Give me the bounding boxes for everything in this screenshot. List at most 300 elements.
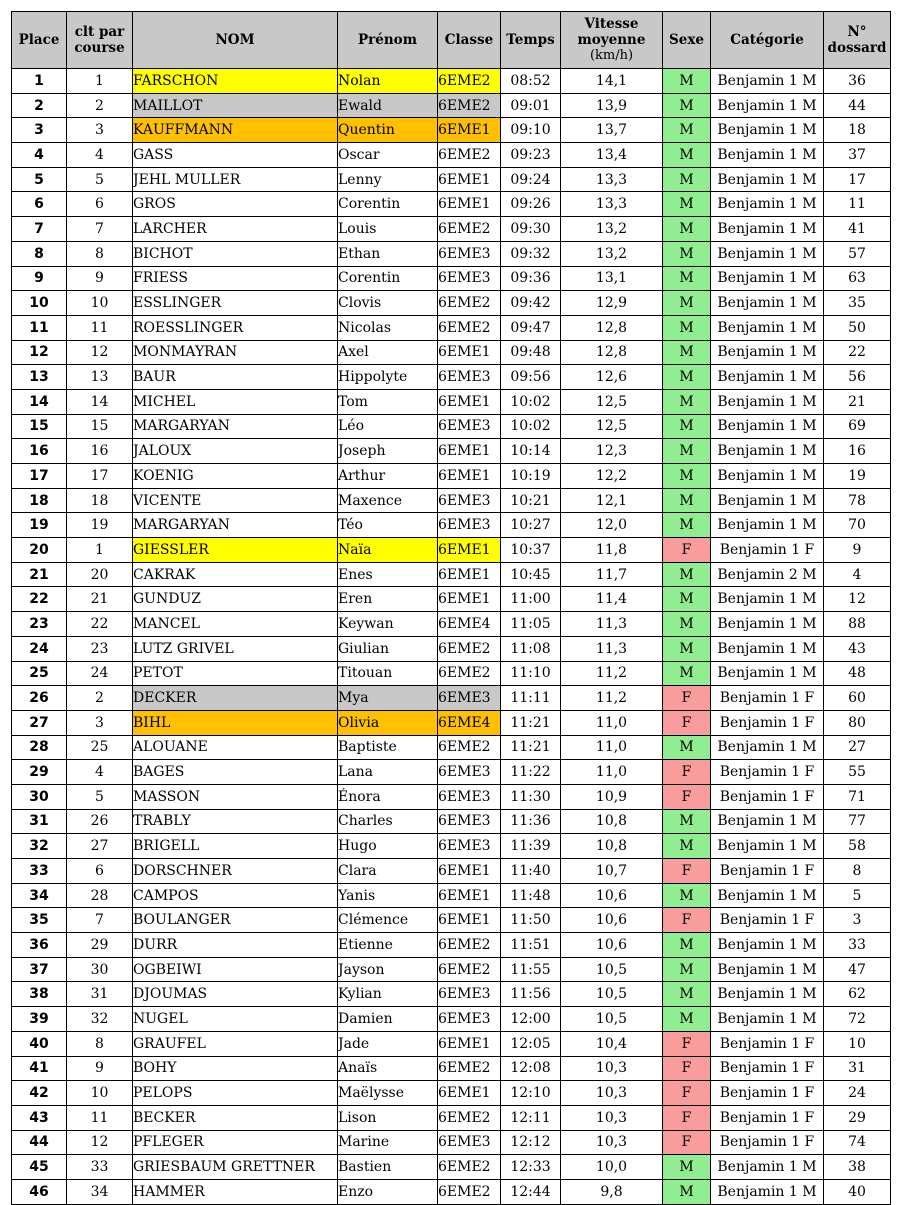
cell-categorie: Benjamin 1 F [711,1130,824,1155]
cell-vitesse: 12,5 [561,414,663,439]
table-row [12,1155,891,1180]
cell-temps: 12:10 [501,1081,561,1106]
cell-categorie: Benjamin 1 M [711,587,824,612]
cell-vitesse: 13,9 [561,93,663,118]
cell-temps: 11:39 [501,834,561,859]
cell-place: 2 [12,93,67,118]
cell-clt-par-course: 29 [67,933,133,958]
cell-temps: 09:23 [501,143,561,168]
table-row [12,834,891,859]
cell-clt-par-course: 5 [67,167,133,192]
cell-temps: 09:01 [501,93,561,118]
cell-sexe: F [663,1130,711,1155]
cell-dossard: 18 [824,118,891,143]
cell-nom: HAMMER [133,1179,338,1204]
cell-dossard: 38 [824,1155,891,1180]
cell-temps: 10:02 [501,389,561,414]
cell-classe: 6EME4 [438,612,501,637]
cell-vitesse: 12,9 [561,291,663,316]
cell-classe: 6EME3 [438,686,501,711]
cell-clt-par-course: 12 [67,1130,133,1155]
cell-temps: 11:11 [501,686,561,711]
cell-nom: FARSCHON [133,69,338,94]
cell-classe: 6EME2 [438,315,501,340]
cell-nom: GUNDUZ [133,587,338,612]
header-categorie: Catégorie [711,12,824,69]
cell-clt-par-course: 10 [67,291,133,316]
cell-place: 4 [12,143,67,168]
cell-vitesse: 13,7 [561,118,663,143]
cell-clt-par-course: 1 [67,69,133,94]
cell-prenom: Olivia [338,710,438,735]
cell-place: 23 [12,612,67,637]
cell-place: 17 [12,464,67,489]
cell-clt-par-course: 24 [67,661,133,686]
cell-nom: BIHL [133,710,338,735]
cell-categorie: Benjamin 1 M [711,167,824,192]
cell-prenom: Ethan [338,241,438,266]
cell-dossard: 40 [824,1179,891,1204]
cell-classe: 6EME2 [438,636,501,661]
cell-sexe: M [663,982,711,1007]
cell-prenom: Axel [338,340,438,365]
cell-temps: 10:37 [501,538,561,563]
cell-vitesse: 10,5 [561,1007,663,1032]
cell-classe: 6EME1 [438,1031,501,1056]
cell-prenom: Téo [338,513,438,538]
cell-sexe: F [663,760,711,785]
cell-prenom: Baptiste [338,735,438,760]
cell-prenom: Nicolas [338,315,438,340]
cell-prenom: Kylian [338,982,438,1007]
cell-place: 8 [12,241,67,266]
cell-clt-par-course: 11 [67,1105,133,1130]
cell-nom: CAKRAK [133,562,338,587]
cell-clt-par-course: 2 [67,93,133,118]
cell-sexe: M [663,612,711,637]
table-row [12,1105,891,1130]
cell-place: 25 [12,661,67,686]
cell-sexe: M [663,488,711,513]
table-row [12,1130,891,1155]
cell-sexe: F [663,710,711,735]
cell-classe: 6EME3 [438,1007,501,1032]
cell-temps: 08:52 [501,69,561,94]
cell-temps: 12:33 [501,1155,561,1180]
header-nom: NOM [133,12,338,69]
cell-classe: 6EME1 [438,562,501,587]
cell-categorie: Benjamin 1 F [711,1105,824,1130]
cell-dossard: 78 [824,488,891,513]
cell-temps: 09:47 [501,315,561,340]
table-row [12,513,891,538]
cell-sexe: F [663,1056,711,1081]
cell-categorie: Benjamin 1 M [711,661,824,686]
cell-vitesse: 10,3 [561,1130,663,1155]
cell-sexe: M [663,217,711,242]
cell-sexe: M [663,118,711,143]
cell-temps: 12:08 [501,1056,561,1081]
cell-vitesse: 11,0 [561,735,663,760]
cell-nom: GIESSLER [133,538,338,563]
cell-dossard: 29 [824,1105,891,1130]
cell-prenom: Mya [338,686,438,711]
cell-sexe: M [663,167,711,192]
cell-categorie: Benjamin 1 M [711,389,824,414]
cell-clt-par-course: 18 [67,488,133,513]
cell-temps: 09:26 [501,192,561,217]
header-vitesse [561,12,663,69]
cell-temps: 09:24 [501,167,561,192]
cell-nom: GRIESBAUM GRETTNER [133,1155,338,1180]
cell-prenom: Enzo [338,1179,438,1204]
cell-temps: 09:32 [501,241,561,266]
cell-categorie: Benjamin 1 M [711,93,824,118]
cell-classe: 6EME2 [438,957,501,982]
header-clt-line1: clt par [74,24,125,40]
table-row [12,217,891,242]
cell-classe: 6EME3 [438,414,501,439]
cell-place: 38 [12,982,67,1007]
cell-categorie: Benjamin 1 F [711,1031,824,1056]
cell-sexe: M [663,69,711,94]
cell-vitesse: 12,0 [561,513,663,538]
cell-clt-par-course: 19 [67,513,133,538]
cell-prenom: Lana [338,760,438,785]
cell-sexe: M [663,241,711,266]
cell-sexe: F [663,784,711,809]
cell-clt-par-course: 4 [67,143,133,168]
cell-temps: 11:51 [501,933,561,958]
cell-temps: 10:45 [501,562,561,587]
cell-nom: ESSLINGER [133,291,338,316]
cell-temps: 11:56 [501,982,561,1007]
cell-prenom: Naïa [338,538,438,563]
cell-place: 11 [12,315,67,340]
table-row [12,464,891,489]
cell-prenom: Jade [338,1031,438,1056]
header-row [12,12,891,69]
cell-sexe: M [663,464,711,489]
cell-clt-par-course: 14 [67,389,133,414]
cell-sexe: F [663,686,711,711]
cell-nom: JALOUX [133,439,338,464]
cell-clt-par-course: 1 [67,538,133,563]
cell-classe: 6EME2 [438,1056,501,1081]
cell-place: 33 [12,859,67,884]
cell-vitesse: 12,8 [561,315,663,340]
cell-sexe: M [663,291,711,316]
cell-nom: VICENTE [133,488,338,513]
cell-clt-par-course: 21 [67,587,133,612]
cell-clt-par-course: 9 [67,266,133,291]
cell-dossard: 8 [824,859,891,884]
cell-nom: MARGARYAN [133,414,338,439]
cell-clt-par-course: 32 [67,1007,133,1032]
cell-dossard: 88 [824,612,891,637]
cell-prenom: Eren [338,587,438,612]
cell-dossard: 47 [824,957,891,982]
cell-prenom: Oscar [338,143,438,168]
cell-clt-par-course: 9 [67,1056,133,1081]
cell-categorie: Benjamin 1 M [711,957,824,982]
table-row [12,735,891,760]
cell-classe: 6EME1 [438,340,501,365]
cell-place: 42 [12,1081,67,1106]
cell-dossard: 57 [824,241,891,266]
cell-classe: 6EME3 [438,365,501,390]
cell-dossard: 70 [824,513,891,538]
cell-sexe: F [663,1031,711,1056]
cell-sexe: M [663,834,711,859]
cell-dossard: 11 [824,192,891,217]
header-temps: Temps [501,12,561,69]
cell-dossard: 43 [824,636,891,661]
cell-nom: FRIESS [133,266,338,291]
cell-place: 7 [12,217,67,242]
cell-prenom: Léo [338,414,438,439]
table-row [12,291,891,316]
cell-clt-par-course: 7 [67,217,133,242]
cell-dossard: 72 [824,1007,891,1032]
header-classe: Classe [438,12,501,69]
table-row [12,859,891,884]
cell-prenom: Hugo [338,834,438,859]
cell-sexe: M [663,340,711,365]
cell-classe: 6EME1 [438,1081,501,1106]
cell-categorie: Benjamin 1 M [711,488,824,513]
cell-place: 5 [12,167,67,192]
cell-vitesse: 11,7 [561,562,663,587]
cell-prenom: Quentin [338,118,438,143]
table-row [12,439,891,464]
cell-dossard: 41 [824,217,891,242]
cell-classe: 6EME4 [438,710,501,735]
table-row [12,1031,891,1056]
cell-temps: 09:36 [501,266,561,291]
cell-categorie: Benjamin 1 M [711,315,824,340]
cell-dossard: 62 [824,982,891,1007]
cell-nom: MICHEL [133,389,338,414]
cell-prenom: Etienne [338,933,438,958]
cell-dossard: 44 [824,93,891,118]
cell-place: 6 [12,192,67,217]
cell-prenom: Keywan [338,612,438,637]
cell-vitesse: 11,2 [561,661,663,686]
cell-prenom: Clémence [338,908,438,933]
table-row [12,809,891,834]
cell-clt-par-course: 8 [67,241,133,266]
cell-nom: BAGES [133,760,338,785]
header-clt-line2: course [74,40,125,56]
cell-nom: DORSCHNER [133,859,338,884]
cell-temps: 11:50 [501,908,561,933]
table-row [12,784,891,809]
cell-prenom: Maxence [338,488,438,513]
cell-categorie: Benjamin 1 M [711,1155,824,1180]
header-vitesse-unit: (km/h) [589,48,634,63]
table-row [12,340,891,365]
table-row [12,710,891,735]
cell-dossard: 3 [824,908,891,933]
cell-categorie: Benjamin 1 F [711,686,824,711]
cell-prenom: Jayson [338,957,438,982]
cell-dossard: 12 [824,587,891,612]
cell-dossard: 55 [824,760,891,785]
cell-prenom: Énora [338,784,438,809]
cell-vitesse: 10,4 [561,1031,663,1056]
cell-dossard: 50 [824,315,891,340]
cell-nom: MANCEL [133,612,338,637]
cell-temps: 11:40 [501,859,561,884]
cell-place: 10 [12,291,67,316]
cell-prenom: Charles [338,809,438,834]
cell-place: 41 [12,1056,67,1081]
cell-vitesse: 12,1 [561,488,663,513]
cell-vitesse: 13,4 [561,143,663,168]
cell-nom: LARCHER [133,217,338,242]
cell-clt-par-course: 12 [67,340,133,365]
cell-vitesse: 12,5 [561,389,663,414]
cell-sexe: F [663,859,711,884]
table-row [12,365,891,390]
cell-sexe: M [663,809,711,834]
cell-vitesse: 12,3 [561,439,663,464]
cell-temps: 11:21 [501,735,561,760]
cell-clt-par-course: 23 [67,636,133,661]
header-clt-par-course [67,12,133,69]
cell-prenom: Clovis [338,291,438,316]
cell-clt-par-course: 7 [67,908,133,933]
cell-vitesse: 13,1 [561,266,663,291]
cell-categorie: Benjamin 1 M [711,513,824,538]
cell-prenom: Arthur [338,464,438,489]
cell-nom: DJOUMAS [133,982,338,1007]
cell-dossard: 74 [824,1130,891,1155]
results-table [11,11,891,1205]
cell-vitesse: 13,3 [561,192,663,217]
cell-prenom: Lenny [338,167,438,192]
cell-prenom: Anaïs [338,1056,438,1081]
cell-clt-par-course: 8 [67,1031,133,1056]
table-row [12,389,891,414]
cell-clt-par-course: 26 [67,809,133,834]
cell-classe: 6EME1 [438,464,501,489]
cell-classe: 6EME3 [438,760,501,785]
table-row [12,538,891,563]
cell-categorie: Benjamin 1 M [711,192,824,217]
cell-dossard: 48 [824,661,891,686]
cell-clt-par-course: 30 [67,957,133,982]
cell-prenom: Corentin [338,266,438,291]
cell-temps: 11:48 [501,883,561,908]
cell-temps: 10:27 [501,513,561,538]
cell-clt-par-course: 3 [67,710,133,735]
cell-nom: GROS [133,192,338,217]
cell-clt-par-course: 25 [67,735,133,760]
table-row [12,562,891,587]
cell-prenom: Nolan [338,69,438,94]
cell-temps: 11:36 [501,809,561,834]
cell-categorie: Benjamin 1 M [711,1007,824,1032]
cell-nom: ALOUANE [133,735,338,760]
cell-categorie: Benjamin 1 F [711,784,824,809]
cell-prenom: Joseph [338,439,438,464]
cell-sexe: M [663,587,711,612]
cell-sexe: M [663,513,711,538]
cell-nom: DURR [133,933,338,958]
cell-dossard: 9 [824,538,891,563]
cell-vitesse: 10,8 [561,809,663,834]
cell-categorie: Benjamin 2 M [711,562,824,587]
cell-vitesse: 10,5 [561,957,663,982]
table-row [12,315,891,340]
cell-nom: TRABLY [133,809,338,834]
cell-nom: PFLEGER [133,1130,338,1155]
cell-classe: 6EME2 [438,933,501,958]
cell-place: 29 [12,760,67,785]
cell-nom: NUGEL [133,1007,338,1032]
cell-classe: 6EME2 [438,93,501,118]
cell-dossard: 21 [824,389,891,414]
cell-categorie: Benjamin 1 M [711,414,824,439]
cell-dossard: 56 [824,365,891,390]
cell-sexe: M [663,192,711,217]
cell-dossard: 31 [824,1056,891,1081]
cell-classe: 6EME1 [438,859,501,884]
cell-vitesse: 10,3 [561,1105,663,1130]
cell-categorie: Benjamin 1 M [711,365,824,390]
cell-place: 20 [12,538,67,563]
cell-clt-par-course: 2 [67,686,133,711]
cell-categorie: Benjamin 1 M [711,69,824,94]
cell-nom: KOENIG [133,464,338,489]
cell-temps: 09:10 [501,118,561,143]
cell-nom: MONMAYRAN [133,340,338,365]
cell-vitesse: 12,6 [561,365,663,390]
cell-vitesse: 10,7 [561,859,663,884]
cell-dossard: 37 [824,143,891,168]
table-row [12,636,891,661]
cell-categorie: Benjamin 1 M [711,118,824,143]
cell-prenom: Tom [338,389,438,414]
cell-sexe: M [663,933,711,958]
cell-vitesse: 14,1 [561,69,663,94]
cell-temps: 09:30 [501,217,561,242]
cell-temps: 12:00 [501,1007,561,1032]
cell-place: 14 [12,389,67,414]
cell-classe: 6EME2 [438,217,501,242]
table-row [12,908,891,933]
cell-sexe: F [663,908,711,933]
cell-sexe: M [663,883,711,908]
cell-clt-par-course: 11 [67,315,133,340]
cell-dossard: 35 [824,291,891,316]
header-vitesse-line2: moyenne [577,32,646,48]
cell-place: 12 [12,340,67,365]
table-row [12,933,891,958]
cell-temps: 11:08 [501,636,561,661]
cell-sexe: M [663,1155,711,1180]
cell-vitesse: 10,6 [561,883,663,908]
cell-vitesse: 10,6 [561,908,663,933]
cell-place: 21 [12,562,67,587]
cell-sexe: M [663,93,711,118]
cell-sexe: F [663,538,711,563]
cell-place: 36 [12,933,67,958]
cell-prenom: Hippolyte [338,365,438,390]
cell-sexe: M [663,365,711,390]
